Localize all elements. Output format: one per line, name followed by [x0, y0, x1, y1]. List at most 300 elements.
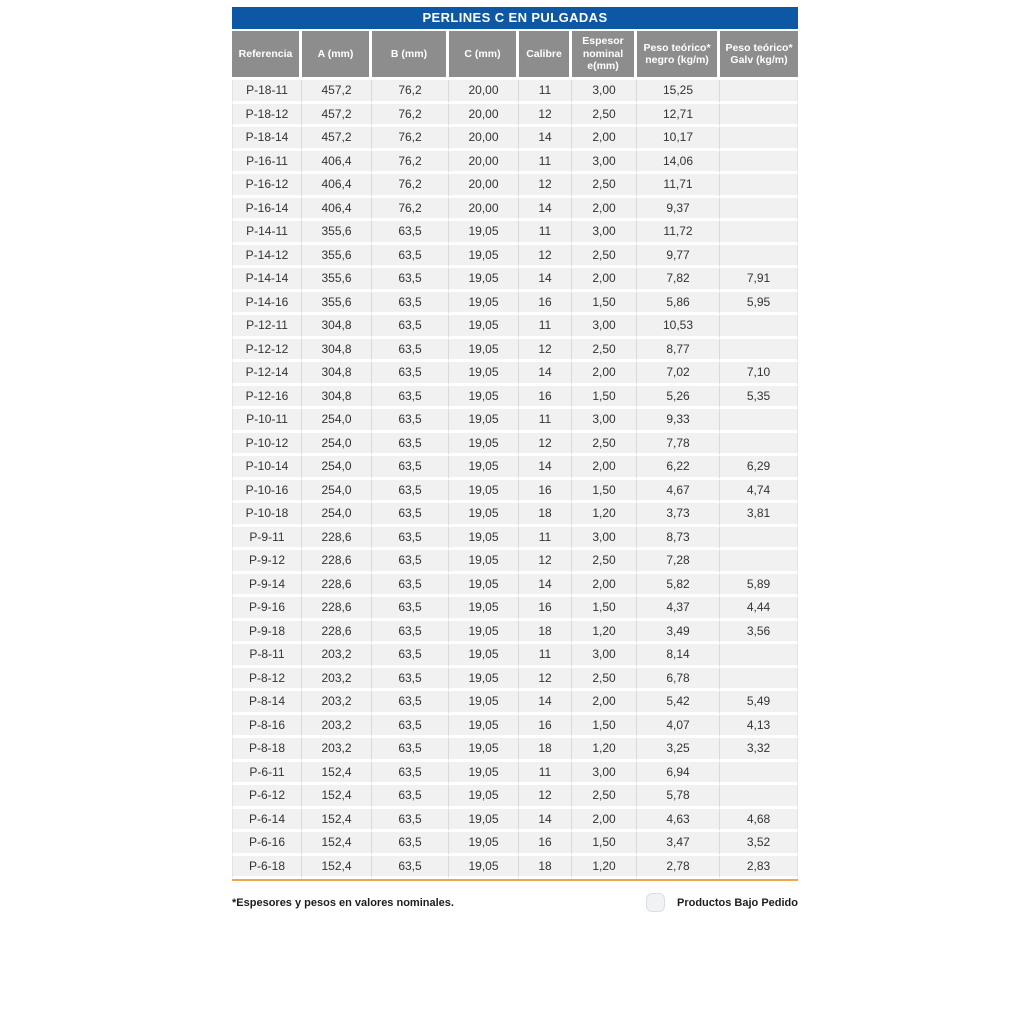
cell-espesor-nominal: 2,00 [572, 362, 637, 386]
cell-espesor-nominal: 3,00 [572, 80, 637, 104]
cell-c-mm: 19,05 [449, 409, 519, 433]
cell-c-mm: 19,05 [449, 221, 519, 245]
cell-a-mm: 228,6 [302, 550, 372, 574]
cell-a-mm: 254,0 [302, 409, 372, 433]
cell-peso-teorico-negro: 5,78 [637, 785, 720, 809]
cell-c-mm: 19,05 [449, 668, 519, 692]
cell-b-mm: 63,5 [372, 785, 449, 809]
cell-referencia: P-6-18 [232, 856, 302, 880]
cell-a-mm: 406,4 [302, 151, 372, 175]
cell-b-mm: 63,5 [372, 362, 449, 386]
perlines-spec-table [232, 31, 798, 881]
cell-peso-teorico-negro: 7,82 [637, 268, 720, 292]
cell-b-mm: 63,5 [372, 550, 449, 574]
cell-referencia: P-12-16 [232, 386, 302, 410]
cell-b-mm: 63,5 [372, 315, 449, 339]
cell-b-mm: 63,5 [372, 621, 449, 645]
cell-peso-teorico-galv [720, 644, 798, 668]
cell-espesor-nominal: 2,50 [572, 104, 637, 128]
cell-c-mm: 19,05 [449, 480, 519, 504]
table-row [232, 856, 798, 880]
cell-b-mm: 63,5 [372, 480, 449, 504]
column-header-c-mm: C (mm) [449, 31, 519, 80]
cell-calibre: 14 [519, 456, 572, 480]
cell-calibre: 14 [519, 268, 572, 292]
cell-a-mm: 203,2 [302, 644, 372, 668]
cell-peso-teorico-negro: 5,26 [637, 386, 720, 410]
cell-peso-teorico-negro: 6,22 [637, 456, 720, 480]
table-row [232, 151, 798, 175]
cell-peso-teorico-galv: 5,35 [720, 386, 798, 410]
cell-peso-teorico-negro: 7,78 [637, 433, 720, 457]
cell-peso-teorico-galv [720, 433, 798, 457]
cell-peso-teorico-negro: 3,47 [637, 832, 720, 856]
cell-a-mm: 203,2 [302, 668, 372, 692]
table-header-row [232, 31, 798, 80]
cell-peso-teorico-galv [720, 221, 798, 245]
cell-c-mm: 19,05 [449, 597, 519, 621]
cell-peso-teorico-galv: 4,13 [720, 715, 798, 739]
cell-calibre: 11 [519, 762, 572, 786]
cell-c-mm: 19,05 [449, 456, 519, 480]
cell-referencia: P-10-14 [232, 456, 302, 480]
cell-calibre: 12 [519, 104, 572, 128]
cell-b-mm: 76,2 [372, 174, 449, 198]
cell-c-mm: 20,00 [449, 127, 519, 151]
cell-c-mm: 19,05 [449, 527, 519, 551]
cell-peso-teorico-negro: 2,78 [637, 856, 720, 880]
table-row [232, 503, 798, 527]
cell-calibre: 16 [519, 386, 572, 410]
cell-c-mm: 19,05 [449, 550, 519, 574]
cell-c-mm: 19,05 [449, 339, 519, 363]
column-header-referencia: Referencia [232, 31, 302, 80]
cell-espesor-nominal: 1,50 [572, 832, 637, 856]
cell-b-mm: 63,5 [372, 668, 449, 692]
table-row [232, 127, 798, 151]
cell-referencia: P-6-14 [232, 809, 302, 833]
cell-peso-teorico-galv [720, 245, 798, 269]
table-row [232, 245, 798, 269]
cell-c-mm: 20,00 [449, 80, 519, 104]
table-row [232, 621, 798, 645]
cell-peso-teorico-galv [720, 550, 798, 574]
table-row [232, 315, 798, 339]
cell-b-mm: 63,5 [372, 738, 449, 762]
cell-calibre: 16 [519, 715, 572, 739]
cell-referencia: P-8-11 [232, 644, 302, 668]
cell-calibre: 11 [519, 315, 572, 339]
cell-a-mm: 355,6 [302, 292, 372, 316]
cell-peso-teorico-galv [720, 198, 798, 222]
cell-a-mm: 152,4 [302, 856, 372, 880]
cell-peso-teorico-negro: 14,06 [637, 151, 720, 175]
cell-c-mm: 19,05 [449, 809, 519, 833]
table-body [232, 80, 798, 879]
cell-calibre: 16 [519, 292, 572, 316]
cell-espesor-nominal: 3,00 [572, 409, 637, 433]
cell-c-mm: 20,00 [449, 104, 519, 128]
cell-calibre: 11 [519, 80, 572, 104]
cell-espesor-nominal: 2,00 [572, 574, 637, 598]
cell-referencia: P-6-16 [232, 832, 302, 856]
cell-b-mm: 63,5 [372, 809, 449, 833]
cell-a-mm: 304,8 [302, 362, 372, 386]
cell-c-mm: 19,05 [449, 832, 519, 856]
cell-b-mm: 63,5 [372, 644, 449, 668]
cell-a-mm: 152,4 [302, 832, 372, 856]
cell-calibre: 11 [519, 151, 572, 175]
cell-c-mm: 19,05 [449, 292, 519, 316]
footnote-text: *Espesores y pesos en valores nominales. [232, 896, 454, 909]
table-row [232, 715, 798, 739]
cell-calibre: 14 [519, 127, 572, 151]
cell-referencia: P-18-12 [232, 104, 302, 128]
cell-calibre: 16 [519, 832, 572, 856]
cell-peso-teorico-negro: 5,86 [637, 292, 720, 316]
cell-espesor-nominal: 1,20 [572, 503, 637, 527]
cell-calibre: 16 [519, 480, 572, 504]
cell-referencia: P-16-11 [232, 151, 302, 175]
cell-peso-teorico-galv [720, 668, 798, 692]
cell-peso-teorico-negro: 7,02 [637, 362, 720, 386]
table-footer [232, 893, 798, 912]
cell-peso-teorico-galv: 3,52 [720, 832, 798, 856]
cell-espesor-nominal: 3,00 [572, 527, 637, 551]
cell-calibre: 16 [519, 597, 572, 621]
table-title: PERLINES C EN PULGADAS [232, 7, 798, 29]
table-row [232, 527, 798, 551]
cell-a-mm: 457,2 [302, 104, 372, 128]
table-row [232, 644, 798, 668]
cell-b-mm: 76,2 [372, 104, 449, 128]
table-row [232, 386, 798, 410]
cell-espesor-nominal: 2,00 [572, 127, 637, 151]
cell-espesor-nominal: 3,00 [572, 644, 637, 668]
cell-calibre: 12 [519, 245, 572, 269]
cell-calibre: 12 [519, 668, 572, 692]
cell-peso-teorico-galv: 6,29 [720, 456, 798, 480]
cell-c-mm: 19,05 [449, 691, 519, 715]
cell-b-mm: 63,5 [372, 292, 449, 316]
table-row [232, 174, 798, 198]
cell-a-mm: 355,6 [302, 245, 372, 269]
cell-referencia: P-10-18 [232, 503, 302, 527]
cell-peso-teorico-negro: 5,82 [637, 574, 720, 598]
table-row [232, 480, 798, 504]
cell-b-mm: 76,2 [372, 151, 449, 175]
on-demand-swatch-icon [646, 893, 665, 912]
cell-referencia: P-16-12 [232, 174, 302, 198]
cell-a-mm: 228,6 [302, 527, 372, 551]
cell-espesor-nominal: 1,20 [572, 738, 637, 762]
cell-peso-teorico-galv: 4,74 [720, 480, 798, 504]
table-row [232, 574, 798, 598]
cell-peso-teorico-galv [720, 409, 798, 433]
cell-espesor-nominal: 2,00 [572, 268, 637, 292]
table-row [232, 597, 798, 621]
cell-espesor-nominal: 1,50 [572, 597, 637, 621]
cell-c-mm: 19,05 [449, 738, 519, 762]
cell-referencia: P-9-11 [232, 527, 302, 551]
table-row [232, 691, 798, 715]
cell-referencia: P-8-18 [232, 738, 302, 762]
cell-b-mm: 63,5 [372, 832, 449, 856]
cell-a-mm: 203,2 [302, 715, 372, 739]
cell-a-mm: 355,6 [302, 221, 372, 245]
cell-espesor-nominal: 3,00 [572, 315, 637, 339]
cell-peso-teorico-negro: 8,14 [637, 644, 720, 668]
cell-espesor-nominal: 2,00 [572, 809, 637, 833]
cell-peso-teorico-galv: 3,32 [720, 738, 798, 762]
table-row [232, 550, 798, 574]
cell-c-mm: 19,05 [449, 315, 519, 339]
cell-calibre: 18 [519, 856, 572, 880]
cell-peso-teorico-galv: 5,95 [720, 292, 798, 316]
cell-c-mm: 19,05 [449, 362, 519, 386]
cell-a-mm: 203,2 [302, 738, 372, 762]
table-row [232, 433, 798, 457]
cell-espesor-nominal: 1,50 [572, 715, 637, 739]
cell-peso-teorico-negro: 5,42 [637, 691, 720, 715]
cell-a-mm: 228,6 [302, 574, 372, 598]
cell-b-mm: 63,5 [372, 339, 449, 363]
cell-peso-teorico-negro: 7,28 [637, 550, 720, 574]
cell-a-mm: 304,8 [302, 386, 372, 410]
cell-b-mm: 63,5 [372, 245, 449, 269]
cell-calibre: 14 [519, 198, 572, 222]
cell-peso-teorico-galv: 3,56 [720, 621, 798, 645]
cell-b-mm: 63,5 [372, 386, 449, 410]
cell-peso-teorico-negro: 3,25 [637, 738, 720, 762]
cell-b-mm: 63,5 [372, 221, 449, 245]
cell-espesor-nominal: 3,00 [572, 762, 637, 786]
cell-c-mm: 19,05 [449, 762, 519, 786]
cell-a-mm: 152,4 [302, 762, 372, 786]
cell-a-mm: 355,6 [302, 268, 372, 292]
cell-calibre: 12 [519, 339, 572, 363]
cell-a-mm: 457,2 [302, 80, 372, 104]
cell-peso-teorico-galv [720, 104, 798, 128]
cell-b-mm: 63,5 [372, 433, 449, 457]
cell-peso-teorico-galv [720, 127, 798, 151]
cell-calibre: 18 [519, 503, 572, 527]
cell-c-mm: 19,05 [449, 386, 519, 410]
cell-b-mm: 63,5 [372, 268, 449, 292]
cell-c-mm: 19,05 [449, 268, 519, 292]
cell-peso-teorico-galv [720, 339, 798, 363]
cell-b-mm: 63,5 [372, 574, 449, 598]
cell-a-mm: 228,6 [302, 597, 372, 621]
cell-espesor-nominal: 2,50 [572, 174, 637, 198]
cell-referencia: P-12-12 [232, 339, 302, 363]
cell-peso-teorico-negro: 9,33 [637, 409, 720, 433]
cell-c-mm: 20,00 [449, 151, 519, 175]
cell-espesor-nominal: 2,00 [572, 456, 637, 480]
cell-peso-teorico-galv [720, 80, 798, 104]
cell-a-mm: 254,0 [302, 480, 372, 504]
cell-peso-teorico-galv [720, 174, 798, 198]
cell-a-mm: 254,0 [302, 503, 372, 527]
cell-referencia: P-10-11 [232, 409, 302, 433]
cell-peso-teorico-galv: 7,91 [720, 268, 798, 292]
on-demand-legend [646, 893, 798, 912]
cell-espesor-nominal: 2,50 [572, 339, 637, 363]
cell-referencia: P-9-18 [232, 621, 302, 645]
cell-peso-teorico-negro: 8,73 [637, 527, 720, 551]
cell-referencia: P-18-11 [232, 80, 302, 104]
cell-calibre: 12 [519, 785, 572, 809]
cell-b-mm: 63,5 [372, 456, 449, 480]
cell-espesor-nominal: 1,50 [572, 292, 637, 316]
cell-peso-teorico-galv: 5,49 [720, 691, 798, 715]
cell-calibre: 14 [519, 574, 572, 598]
table-row [232, 104, 798, 128]
cell-a-mm: 228,6 [302, 621, 372, 645]
cell-peso-teorico-negro: 10,53 [637, 315, 720, 339]
cell-referencia: P-9-16 [232, 597, 302, 621]
cell-referencia: P-8-12 [232, 668, 302, 692]
cell-a-mm: 304,8 [302, 339, 372, 363]
table-row [232, 268, 798, 292]
perlines-table-sheet [232, 7, 798, 912]
cell-a-mm: 254,0 [302, 456, 372, 480]
column-header-calibre: Calibre [519, 31, 572, 80]
cell-espesor-nominal: 2,50 [572, 245, 637, 269]
table-row [232, 80, 798, 104]
cell-b-mm: 76,2 [372, 127, 449, 151]
cell-referencia: P-18-14 [232, 127, 302, 151]
cell-b-mm: 63,5 [372, 856, 449, 880]
cell-peso-teorico-negro: 9,37 [637, 198, 720, 222]
cell-a-mm: 457,2 [302, 127, 372, 151]
column-header-b-mm: B (mm) [372, 31, 449, 80]
column-header-espesor-nominal: Espesor nominal e(mm) [572, 31, 637, 80]
cell-c-mm: 19,05 [449, 245, 519, 269]
cell-referencia: P-12-14 [232, 362, 302, 386]
cell-peso-teorico-galv [720, 785, 798, 809]
cell-c-mm: 20,00 [449, 198, 519, 222]
cell-referencia: P-8-14 [232, 691, 302, 715]
cell-peso-teorico-negro: 4,37 [637, 597, 720, 621]
cell-a-mm: 203,2 [302, 691, 372, 715]
cell-peso-teorico-negro: 10,17 [637, 127, 720, 151]
cell-peso-teorico-negro: 11,71 [637, 174, 720, 198]
cell-calibre: 12 [519, 433, 572, 457]
cell-espesor-nominal: 3,00 [572, 151, 637, 175]
cell-a-mm: 152,4 [302, 809, 372, 833]
table-row [232, 668, 798, 692]
column-header-peso-teorico-galv: Peso teórico* Galv (kg/m) [720, 31, 798, 80]
cell-peso-teorico-galv [720, 151, 798, 175]
cell-a-mm: 304,8 [302, 315, 372, 339]
cell-espesor-nominal: 2,00 [572, 691, 637, 715]
cell-calibre: 11 [519, 409, 572, 433]
cell-calibre: 12 [519, 550, 572, 574]
cell-c-mm: 19,05 [449, 644, 519, 668]
cell-espesor-nominal: 1,20 [572, 856, 637, 880]
cell-c-mm: 19,05 [449, 621, 519, 645]
column-header-peso-teorico-negro: Peso teórico* negro (kg/m) [637, 31, 720, 80]
cell-peso-teorico-galv: 4,68 [720, 809, 798, 833]
cell-b-mm: 76,2 [372, 80, 449, 104]
cell-espesor-nominal: 1,20 [572, 621, 637, 645]
cell-calibre: 12 [519, 174, 572, 198]
cell-calibre: 11 [519, 221, 572, 245]
cell-b-mm: 63,5 [372, 715, 449, 739]
cell-a-mm: 254,0 [302, 433, 372, 457]
column-header-a-mm: A (mm) [302, 31, 372, 80]
cell-peso-teorico-negro: 4,63 [637, 809, 720, 833]
cell-referencia: P-10-12 [232, 433, 302, 457]
cell-calibre: 11 [519, 527, 572, 551]
cell-peso-teorico-negro: 12,71 [637, 104, 720, 128]
cell-espesor-nominal: 1,50 [572, 386, 637, 410]
cell-referencia: P-6-12 [232, 785, 302, 809]
cell-referencia: P-12-11 [232, 315, 302, 339]
table-row [232, 362, 798, 386]
cell-referencia: P-10-16 [232, 480, 302, 504]
cell-a-mm: 152,4 [302, 785, 372, 809]
cell-b-mm: 63,5 [372, 527, 449, 551]
table-row [232, 409, 798, 433]
table-row [232, 785, 798, 809]
cell-referencia: P-9-12 [232, 550, 302, 574]
cell-peso-teorico-negro: 11,72 [637, 221, 720, 245]
cell-espesor-nominal: 2,00 [572, 198, 637, 222]
cell-peso-teorico-galv: 4,44 [720, 597, 798, 621]
cell-calibre: 14 [519, 809, 572, 833]
table-row [232, 738, 798, 762]
cell-peso-teorico-negro: 8,77 [637, 339, 720, 363]
cell-b-mm: 63,5 [372, 409, 449, 433]
cell-peso-teorico-negro: 3,49 [637, 621, 720, 645]
cell-referencia: P-14-14 [232, 268, 302, 292]
cell-calibre: 14 [519, 691, 572, 715]
cell-peso-teorico-negro: 3,73 [637, 503, 720, 527]
cell-peso-teorico-negro: 6,94 [637, 762, 720, 786]
cell-peso-teorico-negro: 6,78 [637, 668, 720, 692]
cell-referencia: P-14-11 [232, 221, 302, 245]
table-row [232, 339, 798, 363]
table-row [232, 198, 798, 222]
cell-peso-teorico-galv [720, 527, 798, 551]
cell-c-mm: 19,05 [449, 785, 519, 809]
cell-calibre: 11 [519, 644, 572, 668]
cell-peso-teorico-galv: 7,10 [720, 362, 798, 386]
cell-espesor-nominal: 3,00 [572, 221, 637, 245]
cell-c-mm: 19,05 [449, 503, 519, 527]
cell-a-mm: 406,4 [302, 174, 372, 198]
cell-referencia: P-14-12 [232, 245, 302, 269]
table-row [232, 762, 798, 786]
on-demand-label: Productos Bajo Pedido [676, 896, 798, 909]
cell-peso-teorico-galv: 2,83 [720, 856, 798, 880]
cell-peso-teorico-galv: 5,89 [720, 574, 798, 598]
cell-peso-teorico-galv [720, 315, 798, 339]
cell-espesor-nominal: 2,50 [572, 550, 637, 574]
table-row [232, 832, 798, 856]
cell-espesor-nominal: 2,50 [572, 433, 637, 457]
cell-peso-teorico-galv: 3,81 [720, 503, 798, 527]
cell-c-mm: 19,05 [449, 856, 519, 880]
cell-peso-teorico-negro: 15,25 [637, 80, 720, 104]
cell-referencia: P-14-16 [232, 292, 302, 316]
cell-peso-teorico-galv [720, 762, 798, 786]
cell-espesor-nominal: 1,50 [572, 480, 637, 504]
table-row [232, 292, 798, 316]
cell-peso-teorico-negro: 9,77 [637, 245, 720, 269]
